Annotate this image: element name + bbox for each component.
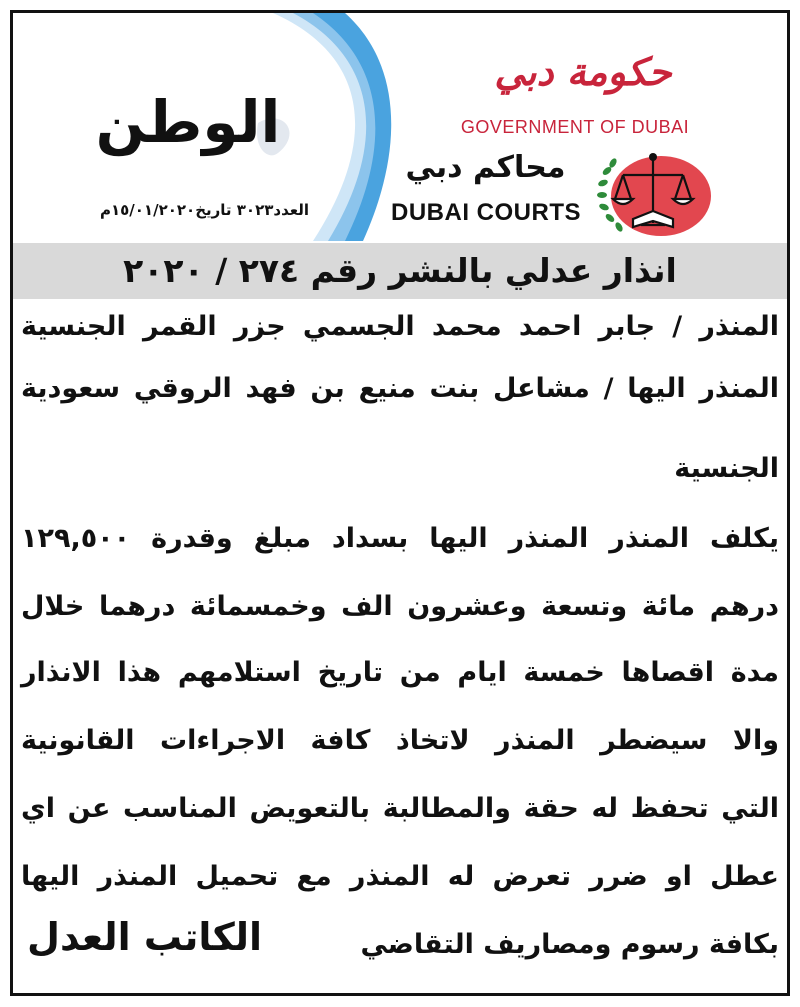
notice-line: المنذر اليها / مشاعل بنت منيع بن فهد الروقي سعودية: [21, 373, 779, 404]
government-logo-arabic: حكومة دبي: [494, 49, 672, 94]
newspaper-logo: الوطن: [95, 88, 281, 156]
notice-line: درهم مائة وتسعة وعشرون الف وخمسمائة درهما خلال: [21, 591, 779, 622]
notice-line: الجنسية: [674, 453, 779, 484]
notice-title: انذار عدلي بالنشر رقم ٢٧٤ / ٢٠٢٠: [13, 243, 787, 299]
notice-line: التي تحفظ له حقة والمطالبة بالتعويض المناسب عن اي: [21, 793, 779, 824]
notice-frame: [10, 10, 790, 996]
dubai-courts-emblem-icon: [593, 141, 713, 239]
courts-name-arabic: محاكم دبي: [405, 150, 566, 185]
issue-date-line: العدد٣٠٢٣ تاريخ١٥/٠١/٢٠٢٠م: [99, 201, 309, 219]
signature-notary: الكاتب العدل: [27, 915, 263, 959]
notice-line: بكافة رسوم ومصاريف التقاضي: [360, 929, 779, 960]
notice-line: مدة اقصاها خمسة ايام من تاريخ استلامهم هذا الانذار: [21, 657, 779, 688]
notice-line: المنذر / جابر احمد محمد الجسمي جزر القمر الجنسية: [21, 311, 779, 342]
courts-name-english: DUBAI COURTS: [391, 199, 581, 226]
notice-line: والا سيضطر المنذر لاتخاذ كافة الاجراءات القانونية: [21, 725, 779, 756]
government-name-english: GOVERNMENT OF DUBAI: [460, 117, 690, 137]
header: [13, 13, 787, 241]
notice-line: عطل او ضرر تعرض له المنذر مع تحميل المنذر اليها: [21, 861, 779, 892]
notice-line: يكلف المنذر المنذر اليها بسداد مبلغ وقدرة ١٢٩,٥٠٠: [21, 523, 779, 554]
